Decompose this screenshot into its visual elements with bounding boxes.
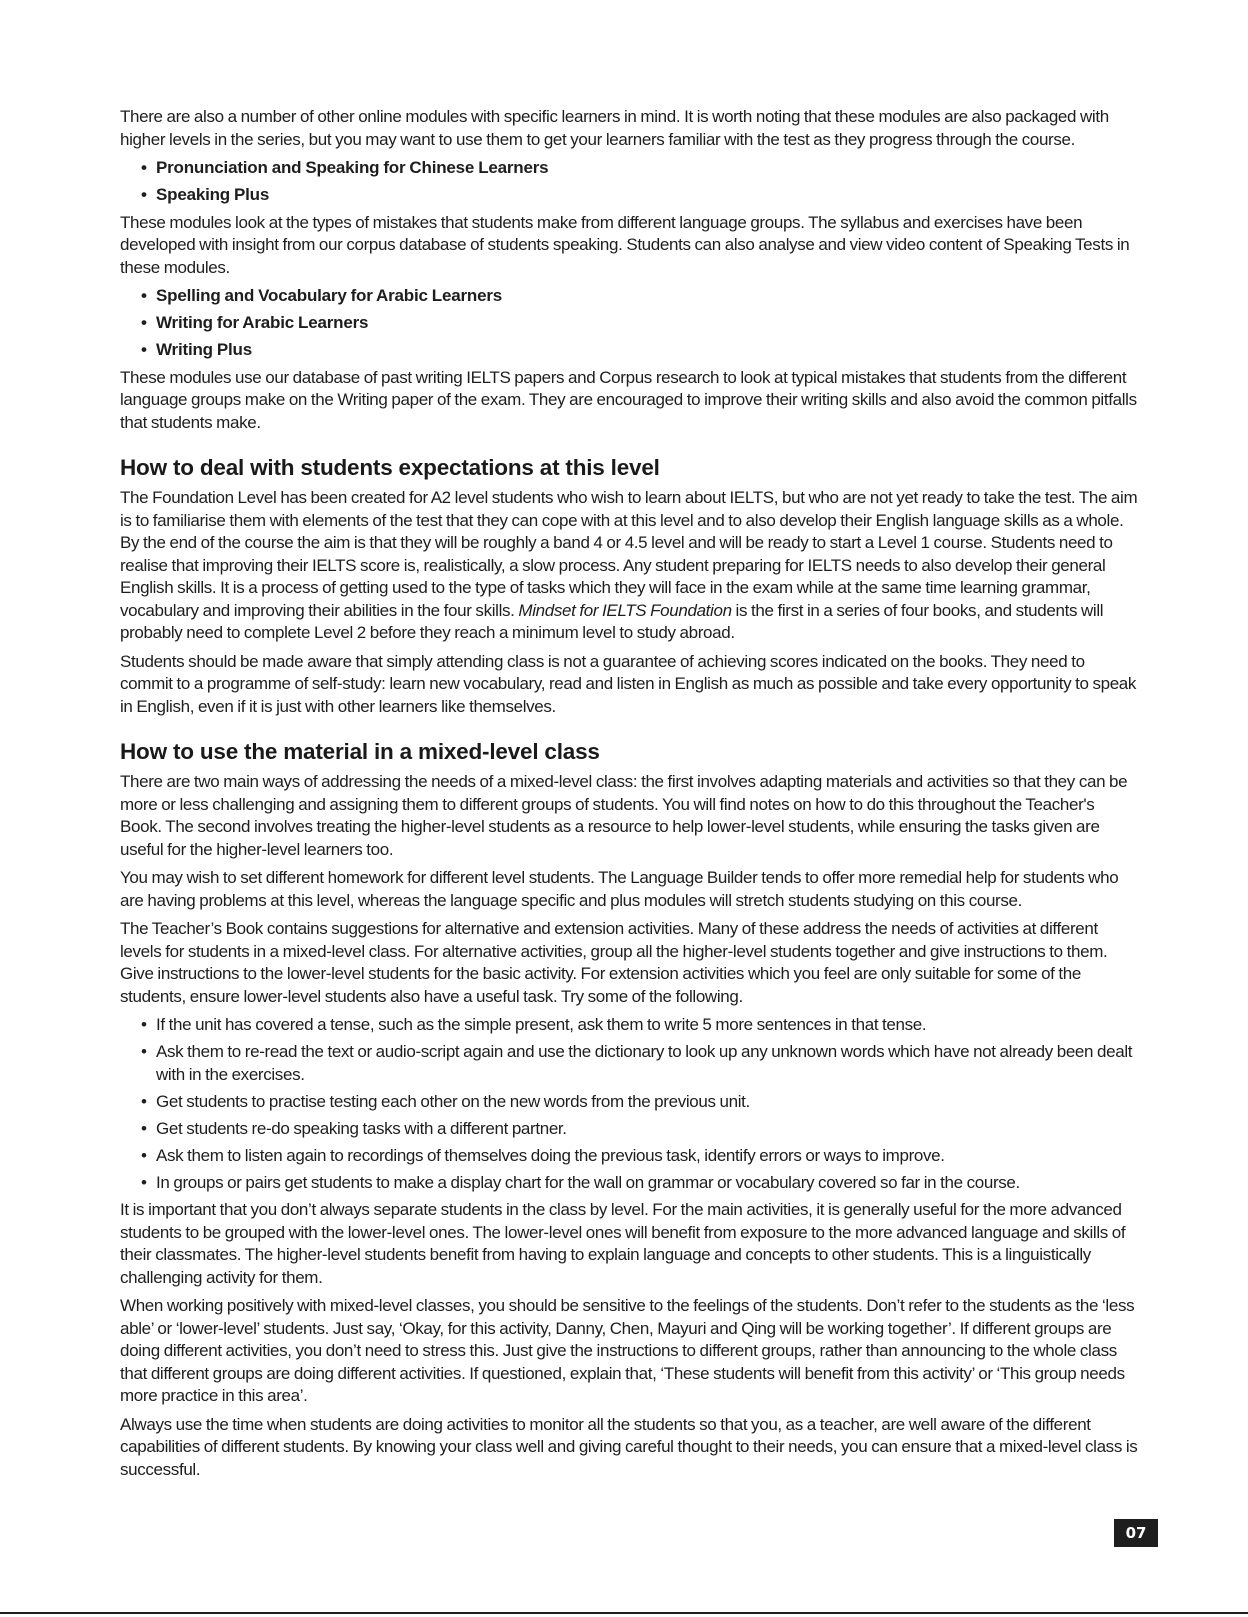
section-heading-mixed-level: How to use the material in a mixed-level class [120, 739, 600, 764]
page-number-badge: 07 [1114, 1519, 1158, 1547]
list-item: • Get students to practise testing each other on the new words from the previous unit. [156, 1091, 1138, 1114]
writing-module-list [120, 285, 1138, 362]
mixed-level-paragraph-6: Always use the time when students are doing activities to monitor all the students so that you, as a teacher, are well aware of the different capabilities of different students. By knowing your class well and giving careful thought to their needs, you can ensure that a mixed-level class is successful. [120, 1414, 1138, 1479]
expectations-paragraph-1 [120, 487, 1138, 645]
intro-paragraph: There are also a number of other online modules with specific learners in mind. It is worth noting that these modules are also packaged with higher levels in the series, but you may want to use them to get your learners familiar with the test as they progress through the course. [120, 107, 1109, 149]
speaking-module-list [120, 157, 1138, 207]
text-run: The Foundation Level has been created for A2 level students who wish to learn about IELTS, but who are not yet ready to take the test. The aim is to familiarise them with elements of the test that they can cope with at this level and to also develop their English language skills as a whole. By the end of the course the aim is that they will be roughly a band 4 or 4.5 level and will be ready to start a Level 1 course. Students need to realise that improving their IELTS score is, realistically, a slow process. Any student preparing for IELTS needs to also develop their general English skills. It is a process of getting used to the type of tasks which they will face in the exam while at the same time learning grammar, vocabulary and improving their abilities in the four skills. [120, 488, 1138, 620]
list-item: • Writing Plus [156, 339, 1138, 362]
activity-suggestion-list [120, 1014, 1138, 1194]
text-run: is the first in a series of four books, and students will probably need to complete Level 2 before they reach a minimum level to study abroad. [120, 600, 1104, 642]
list-item: • Writing for Arabic Learners [156, 312, 1138, 335]
book-title: Mindset for IELTS Foundation [518, 600, 732, 620]
list-item: • Speaking Plus [156, 184, 1138, 207]
section-heading-expectations: How to deal with students expectations at this level [120, 455, 660, 480]
speaking-modules-description: These modules look at the types of mistakes that students make from different language groups. The syllabus and exercises have been developed with insight from our corpus database of students speaking. Students can also analyse and view video content of Speaking Tests in these modules. [120, 212, 1130, 277]
mixed-level-paragraph-2: You may wish to set different homework for different level students. The Language Builder tends to offer more remedial help for students who are having problems at this level, whereas the language specific and plus modules will stretch students studying on this course. [120, 868, 1119, 910]
mixed-level-paragraph-3: The Teacher’s Book contains suggestions for alternative and extension activities. Many of these address the needs of activities at different levels for students in a mixed-level class. For alternative activities, group all the higher-level students together and give instructions to them. Give instructions to the lower-level students for the basic activity. For extension activities which you feel are only suitable for some of the students, ensure lower-level students also have a useful task. Try some of the following. [120, 919, 1108, 1006]
mixed-level-paragraph-4: It is important that you don’t always separate students in the class by level. For the main activities, it is generally useful for the more advanced students to be grouped with the lower-level ones. The lower-level ones will benefit from exposure to the more advanced language and skills of their classmates. The higher-level students benefit from having to explain language and concepts to other students. This is a linguistically challenging activity for them. [120, 1200, 1126, 1287]
list-item: • Pronunciation and Speaking for Chinese Learners [156, 157, 1138, 180]
mixed-level-paragraph-1: There are two main ways of addressing the needs of a mixed-level class: the first involves adapting materials and activities so that they can be more or less challenging and assigning them to different groups of students. You will find notes on how to do this throughout the Teacher's Book. The second involves treating the higher-level students as a resource to help lower-level students, while ensuring the tasks given are useful for the higher-level learners too. [120, 772, 1128, 859]
writing-modules-description: These modules use our database of past writing IELTS papers and Corpus research to look at typical mistakes that students from the different language groups make on the Writing paper of the exam. They are encouraged to improve their writing skills and also avoid the common pitfalls that students make. [120, 367, 1137, 432]
list-item: • Get students re-do speaking tasks with a different partner. [156, 1118, 1138, 1141]
bottom-divider [0, 1612, 1248, 1614]
list-item: • Ask them to listen again to recordings of themselves doing the previous task, identify errors or ways to improve. [156, 1145, 1138, 1168]
mixed-level-paragraph-5: When working positively with mixed-level classes, you should be sensitive to the feelings of the students. Don’t refer to the students as the ‘less able’ or ‘lower-level’ students. Just say, ‘Okay, for this activity, Danny, Chen, Mayuri and Qing will be working together’. If different groups are doing different activities, you don’t need to stress this. Just give the instructions to different groups, rather than announcing to the whole class that different groups are doing different activities. If questioned, explain that, ‘These students will benefit from this activity’ or ‘This group needs more practice in this area’. [120, 1296, 1135, 1405]
list-item: • Spelling and Vocabulary for Arabic Learners [156, 285, 1138, 308]
list-item: • In groups or pairs get students to make a display chart for the wall on grammar or vocabulary covered so far in the course. [156, 1172, 1138, 1195]
expectations-paragraph-2: Students should be made aware that simply attending class is not a guarantee of achieving scores indicated on the books. They need to commit to a programme of self-study: learn new vocabulary, read and listen in English as much as possible and take every opportunity to speak in English, even if it is just with other learners like themselves. [120, 651, 1137, 716]
list-item: • If the unit has covered a tense, such as the simple present, ask them to write 5 more sentences in that tense. [156, 1014, 1138, 1037]
list-item: • Ask them to re-read the text or audio-script again and use the dictionary to look up any unknown words which have not already been dealt with in the exercises. [156, 1041, 1138, 1086]
